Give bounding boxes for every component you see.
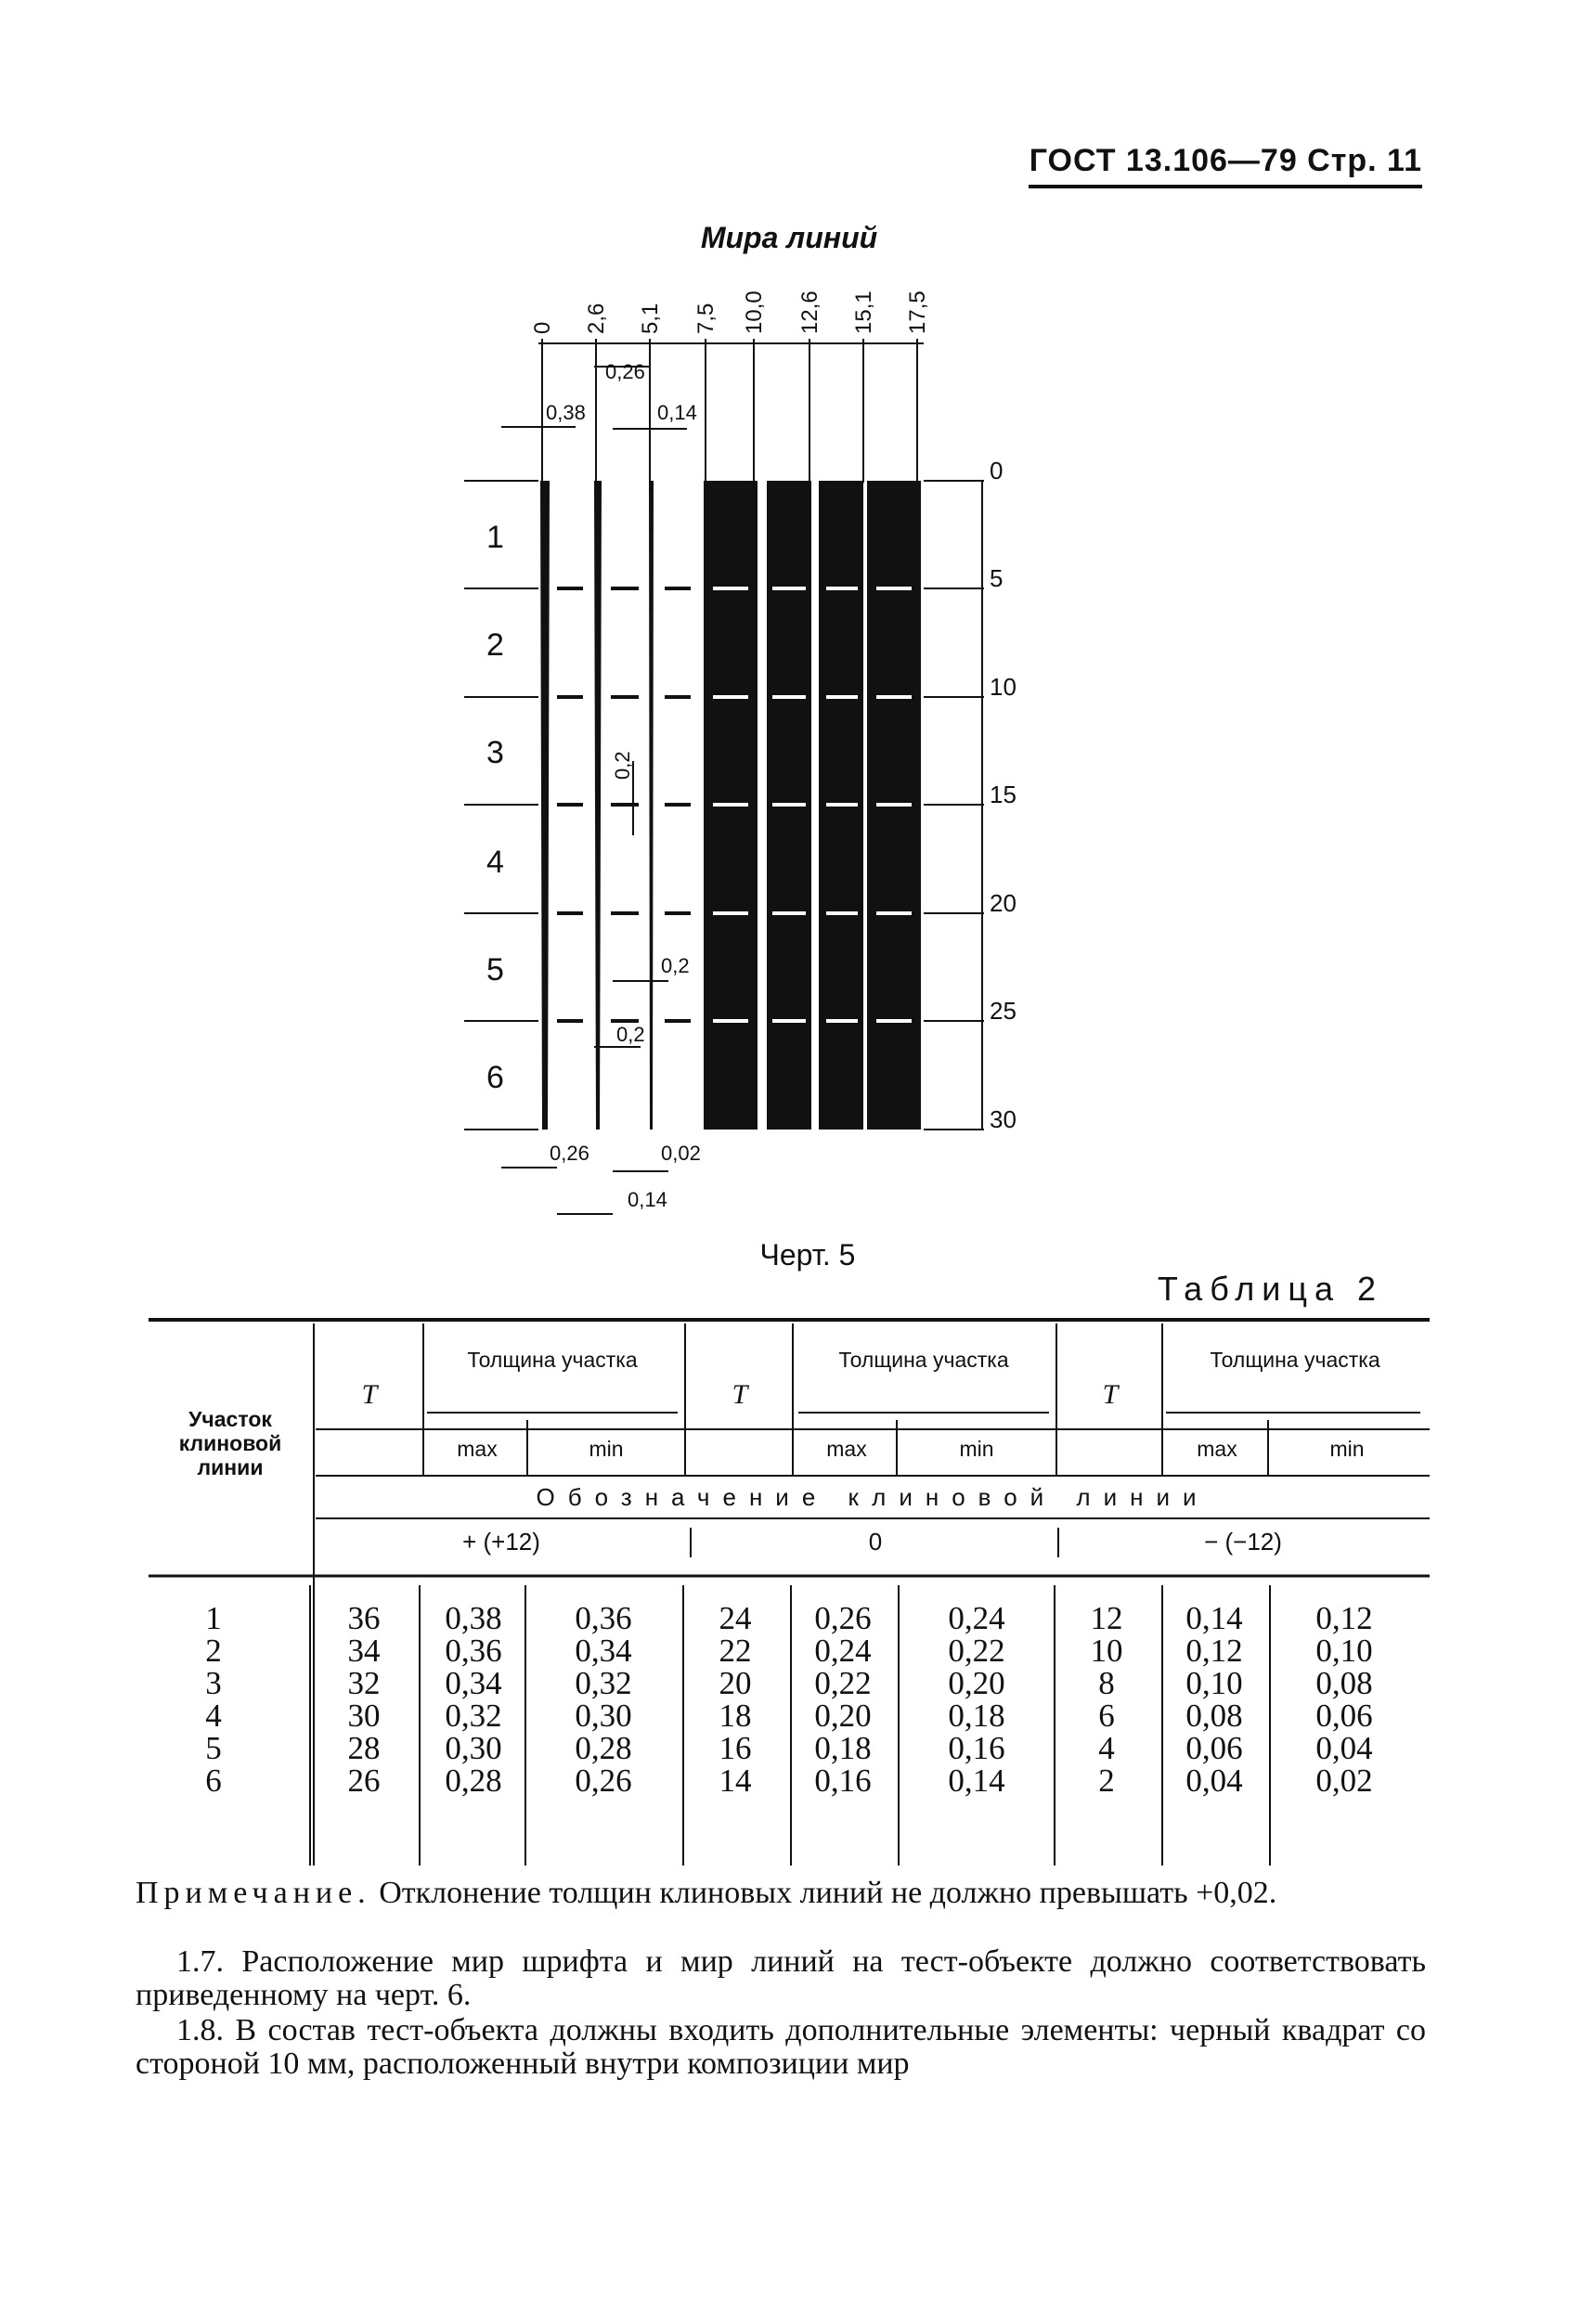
table-cell: 0,16 bbox=[948, 1730, 1005, 1766]
figure-title: Мира линий bbox=[700, 221, 878, 254]
table-cell: 0,22 bbox=[814, 1665, 872, 1701]
table-cell: 0,26 bbox=[575, 1762, 632, 1799]
table-cell: 6 bbox=[1098, 1698, 1115, 1734]
column-header-t: Т bbox=[1102, 1379, 1119, 1410]
table-cell: 0,30 bbox=[445, 1730, 502, 1766]
table-cell: 0,20 bbox=[948, 1665, 1005, 1701]
table-cell: 0,08 bbox=[1315, 1665, 1373, 1701]
table-cell: 0,06 bbox=[1315, 1698, 1373, 1734]
column-header-min: min bbox=[959, 1437, 994, 1461]
dimension-label: 0,14 bbox=[628, 1188, 667, 1211]
right-scale-label: 0 bbox=[990, 457, 1004, 484]
top-scale-label: 5,1 bbox=[638, 303, 663, 334]
column-header-min: min bbox=[1329, 1437, 1365, 1461]
dimension-label: 0,38 bbox=[546, 401, 586, 424]
top-scale-label: 7,5 bbox=[693, 303, 719, 334]
table-cell: 0,04 bbox=[1315, 1730, 1373, 1766]
table-cell: 0,20 bbox=[814, 1698, 872, 1734]
dimension-label: 0,2 bbox=[616, 1023, 645, 1046]
table-cell: 0,36 bbox=[575, 1600, 632, 1636]
top-scale-label: 10,0 bbox=[742, 290, 767, 334]
table-cell: 6 bbox=[205, 1762, 222, 1799]
table-cell: 0,18 bbox=[814, 1730, 872, 1766]
table-cell: 0,34 bbox=[575, 1633, 632, 1669]
column-header-t: Т bbox=[732, 1379, 748, 1410]
table-cell: 0,08 bbox=[1185, 1698, 1243, 1734]
table-cell: 34 bbox=[347, 1633, 381, 1669]
table-cell: 0,34 bbox=[445, 1665, 502, 1701]
table-cell: 5 bbox=[205, 1730, 222, 1766]
section-number: 6 bbox=[486, 1060, 504, 1095]
dimension-label: 0,26 bbox=[550, 1142, 589, 1165]
table-cell: 28 bbox=[347, 1730, 381, 1766]
section-number: 5 bbox=[486, 952, 504, 988]
group-header: + (+12) bbox=[462, 1528, 540, 1556]
column-header-t: Т bbox=[361, 1379, 378, 1410]
table-cell: 0,14 bbox=[948, 1762, 1005, 1799]
group-header: − (−12) bbox=[1204, 1528, 1282, 1556]
table-cell: 0,36 bbox=[445, 1633, 502, 1669]
table-cell: 0,22 bbox=[948, 1633, 1005, 1669]
table-cell: 36 bbox=[347, 1600, 381, 1636]
top-scale-label: 12,6 bbox=[797, 290, 822, 334]
table-cell: 0,38 bbox=[445, 1600, 502, 1636]
table-cell: 32 bbox=[347, 1665, 381, 1701]
column-header-thickness: Толщина участка bbox=[838, 1348, 1009, 1372]
designation-header: Обозначение клиновой линии bbox=[536, 1483, 1210, 1511]
table-cell: 14 bbox=[719, 1762, 752, 1799]
note-label: Примечание. bbox=[136, 1876, 371, 1910]
table-cell: 3 bbox=[205, 1665, 222, 1701]
column-header-max: max bbox=[1197, 1437, 1237, 1461]
right-scale-label: 20 bbox=[990, 889, 1017, 917]
table-cell: 4 bbox=[205, 1698, 222, 1734]
section-number: 3 bbox=[486, 735, 504, 770]
table-cell: 10 bbox=[1090, 1633, 1123, 1669]
right-scale-label: 30 bbox=[990, 1105, 1017, 1133]
group-header: 0 bbox=[868, 1528, 883, 1556]
right-scale-label: 15 bbox=[990, 781, 1017, 808]
table-caption: Таблица 2 bbox=[1157, 1270, 1383, 1308]
table-cell: 0,04 bbox=[1185, 1762, 1243, 1799]
right-scale-label: 10 bbox=[990, 673, 1017, 701]
table-cell: 0,18 bbox=[948, 1698, 1005, 1734]
table-cell: 0,32 bbox=[445, 1698, 502, 1734]
column-header-max: max bbox=[457, 1437, 498, 1461]
column-header-section: Участок клиновой линии bbox=[178, 1407, 282, 1479]
section-number: 4 bbox=[486, 845, 504, 880]
table-cell: 30 bbox=[347, 1698, 381, 1734]
dimension-label: 0,02 bbox=[661, 1142, 701, 1165]
table-cell: 0,32 bbox=[575, 1665, 632, 1701]
table-cell: 0,26 bbox=[814, 1600, 872, 1636]
note-paragraph bbox=[136, 1877, 1426, 1910]
column-header-max: max bbox=[826, 1437, 867, 1461]
table-cell: 0,24 bbox=[948, 1600, 1005, 1636]
paragraph-1-7: 1.7. Расположение мир шрифта и мир линий на тест-объекте должно соответствовать приведенному на черт. 6. bbox=[136, 1944, 1426, 2012]
table-cell: 2 bbox=[205, 1633, 222, 1669]
dimension-label: 0,2 bbox=[611, 751, 634, 780]
column-header-thickness: Толщина участка bbox=[1210, 1348, 1380, 1372]
table-cell: 2 bbox=[1098, 1762, 1115, 1799]
dimension-label: 0,14 bbox=[657, 401, 697, 424]
table-cell: 16 bbox=[719, 1730, 752, 1766]
top-scale-label: 15,1 bbox=[851, 290, 876, 334]
right-scale-label: 25 bbox=[990, 997, 1017, 1025]
table-cell: 26 bbox=[347, 1762, 381, 1799]
top-scale-label: 2,6 bbox=[584, 303, 609, 334]
table-cell: 0,30 bbox=[575, 1698, 632, 1734]
table-cell: 0,16 bbox=[814, 1762, 872, 1799]
table-cell: 0,24 bbox=[814, 1633, 872, 1669]
dimension-label: 0,2 bbox=[661, 954, 690, 977]
table-cell: 8 bbox=[1098, 1665, 1115, 1701]
table-cell: 0,06 bbox=[1185, 1730, 1243, 1766]
table-cell: 24 bbox=[719, 1600, 752, 1636]
table-cell: 20 bbox=[719, 1665, 752, 1701]
note-body: Отклонение толщин клиновых линий не должно превышать +0,02. bbox=[370, 1876, 1277, 1910]
dimension-label: 0,26 bbox=[605, 360, 645, 383]
table-cell: 0,12 bbox=[1185, 1633, 1243, 1669]
table-cell: 1 bbox=[205, 1600, 222, 1636]
table-cell: 0,10 bbox=[1315, 1633, 1373, 1669]
column-header-thickness: Толщина участка bbox=[467, 1348, 638, 1372]
right-scale-label: 5 bbox=[990, 564, 1004, 592]
table-cell: 0,28 bbox=[575, 1730, 632, 1766]
section-number: 2 bbox=[486, 627, 504, 663]
figure-caption: Черт. 5 bbox=[759, 1238, 856, 1272]
table-cell: 4 bbox=[1098, 1730, 1115, 1766]
table-cell: 0,12 bbox=[1315, 1600, 1373, 1636]
top-scale-label: 0 bbox=[530, 321, 555, 334]
page-header: ГОСТ 13.106—79 Стр. 11 bbox=[1029, 143, 1422, 188]
table-cell: 0,10 bbox=[1185, 1665, 1243, 1701]
top-scale-label: 17,5 bbox=[905, 290, 930, 334]
table-cell: 0,02 bbox=[1315, 1762, 1373, 1799]
paragraph-1-8: 1.8. В состав тест-объекта должны входить дополнительные элементы: черный квадрат со стороной 10 мм, расположенный внутри композиции мир bbox=[136, 2013, 1426, 2081]
table-cell: 0,14 bbox=[1185, 1600, 1243, 1636]
table-cell: 0,28 bbox=[445, 1762, 502, 1799]
column-header-min: min bbox=[589, 1437, 624, 1461]
table-cell: 22 bbox=[719, 1633, 752, 1669]
table-cell: 18 bbox=[719, 1698, 752, 1734]
section-number: 1 bbox=[486, 520, 504, 555]
table-cell: 12 bbox=[1090, 1600, 1123, 1636]
